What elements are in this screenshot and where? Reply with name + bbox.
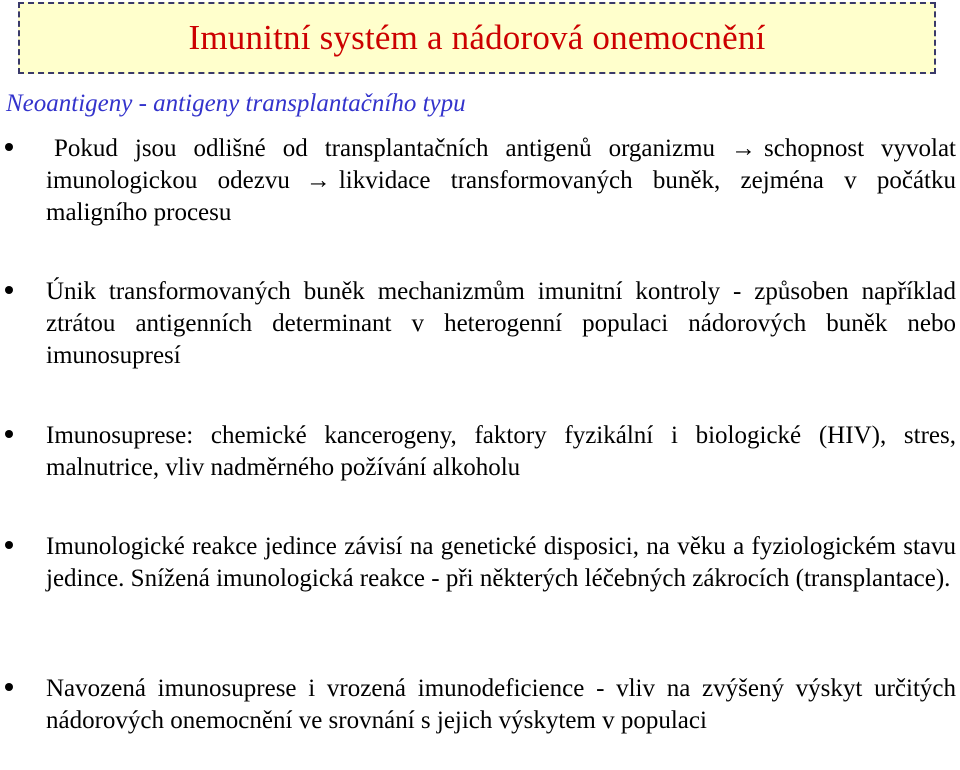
bullet-text-4: Imunologické reakce jedince závisí na genetické disposici, na věku a fyziologickém stavu jedince. Snížená imunologická reakce - při některých léčebných zákrocích (transplantace). — [46, 533, 956, 592]
page-title: Imunitní systém a nádorová onemocnění — [188, 18, 766, 57]
title-banner — [18, 2, 936, 74]
bullet-text-3: Imunosuprese: chemické kancerogeny, faktory fyzikální i biologické (HIV), stres, malnutrice, vliv nadměrného požívání alkoholu — [46, 422, 956, 481]
bullet-icon — [5, 430, 13, 438]
bullet-icon — [5, 541, 13, 549]
bullet-1-part-2: schopnost vyvolat imunologickou odezvu — [46, 135, 956, 194]
bullet-icon — [5, 143, 13, 151]
bullet-icon — [5, 683, 13, 691]
bullet-icon — [5, 286, 13, 294]
bullet-text-2: Únik transformovaných buněk mechanizmům imunitní kontroly - způsoben například ztrátou antigenních determinant v heterogenní populaci nádorových buněk nebo imunosupresí — [46, 278, 956, 369]
arrow-right-icon: → — [305, 167, 331, 194]
section-subtitle: Neoantigeny - antigeny transplantačního typu — [6, 90, 466, 117]
arrow-right-icon: → — [731, 135, 757, 162]
bullet-1-part-3: likvidace transformovaných buněk, zejména v počátku maligního procesu — [46, 167, 956, 226]
bullet-1-part-1: Pokud jsou odlišné od transplantačních antigenů organizmu — [54, 135, 716, 162]
bullet-text-5: Navozená imunosuprese i vrozená imunodeficience - vliv na zvýšený výskyt určitých nádorových onemocnění ve srovnání s jejich výskytem v populaci — [46, 675, 956, 734]
bullet-text-1 — [46, 133, 956, 229]
